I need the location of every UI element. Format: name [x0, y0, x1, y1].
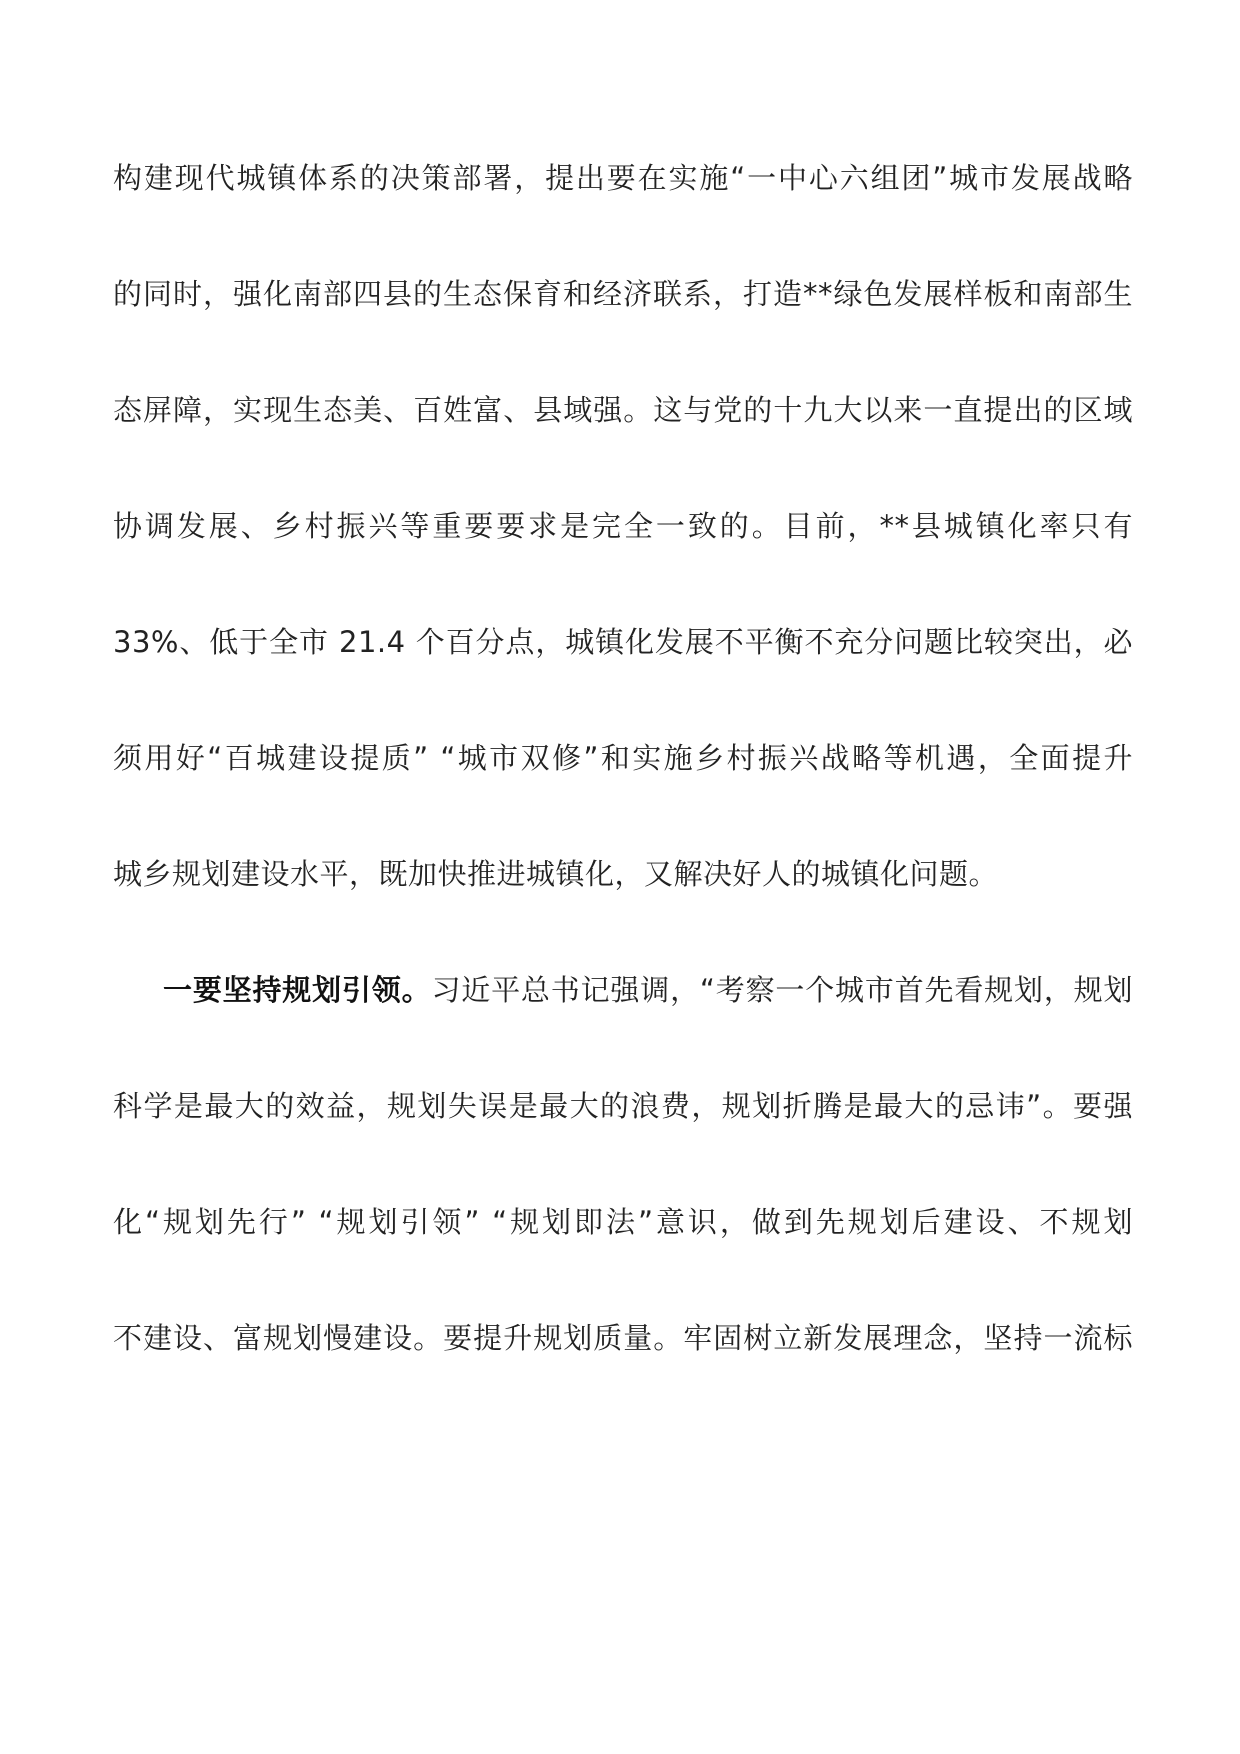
text-line: 的同时，强化南部四县的生态保育和经济联系，打造**绿色发展样板和南部生	[113, 277, 1133, 311]
paragraph-lead-heading: 一要坚持规划引领。	[163, 973, 432, 1007]
text-line: 化“规划先行” “规划引领” “规划即法”意识，做到先规划后建设、不规划	[113, 1205, 1133, 1239]
paragraph-first-line	[113, 960, 1133, 1020]
text-line: 协调发展、乡村振兴等重要要求是完全一致的。目前，**县城镇化率只有	[113, 509, 1133, 543]
text-line: 城乡规划建设水平，既加快推进城镇化，又解决好人的城镇化问题。	[113, 857, 999, 891]
text-line: 科学是最大的效益，规划失误是最大的浪费，规划折腾是最大的忌讳”。要强	[113, 1089, 1133, 1123]
text-line: 态屏障，实现生态美、百姓富、县域强。这与党的十九大以来一直提出的区域	[113, 393, 1133, 427]
paragraph-first-line-text: 习近平总书记强调，“考察一个城市首先看规划，规划	[431, 973, 1133, 1007]
text-line: 构建现代城镇体系的决策部署，提出要在实施“一中心六组团”城市发展战略	[113, 161, 1133, 195]
text-line: 须用好“百城建设提质” “城市双修”和实施乡村振兴战略等机遇，全面提升	[113, 741, 1133, 775]
text-line: 33%、低于全市 21.4 个百分点，城镇化发展不平衡不充分问题比较突出，必	[113, 625, 1133, 659]
text-line: 不建设、富规划慢建设。要提升规划质量。牢固树立新发展理念，坚持一流标	[113, 1321, 1133, 1355]
